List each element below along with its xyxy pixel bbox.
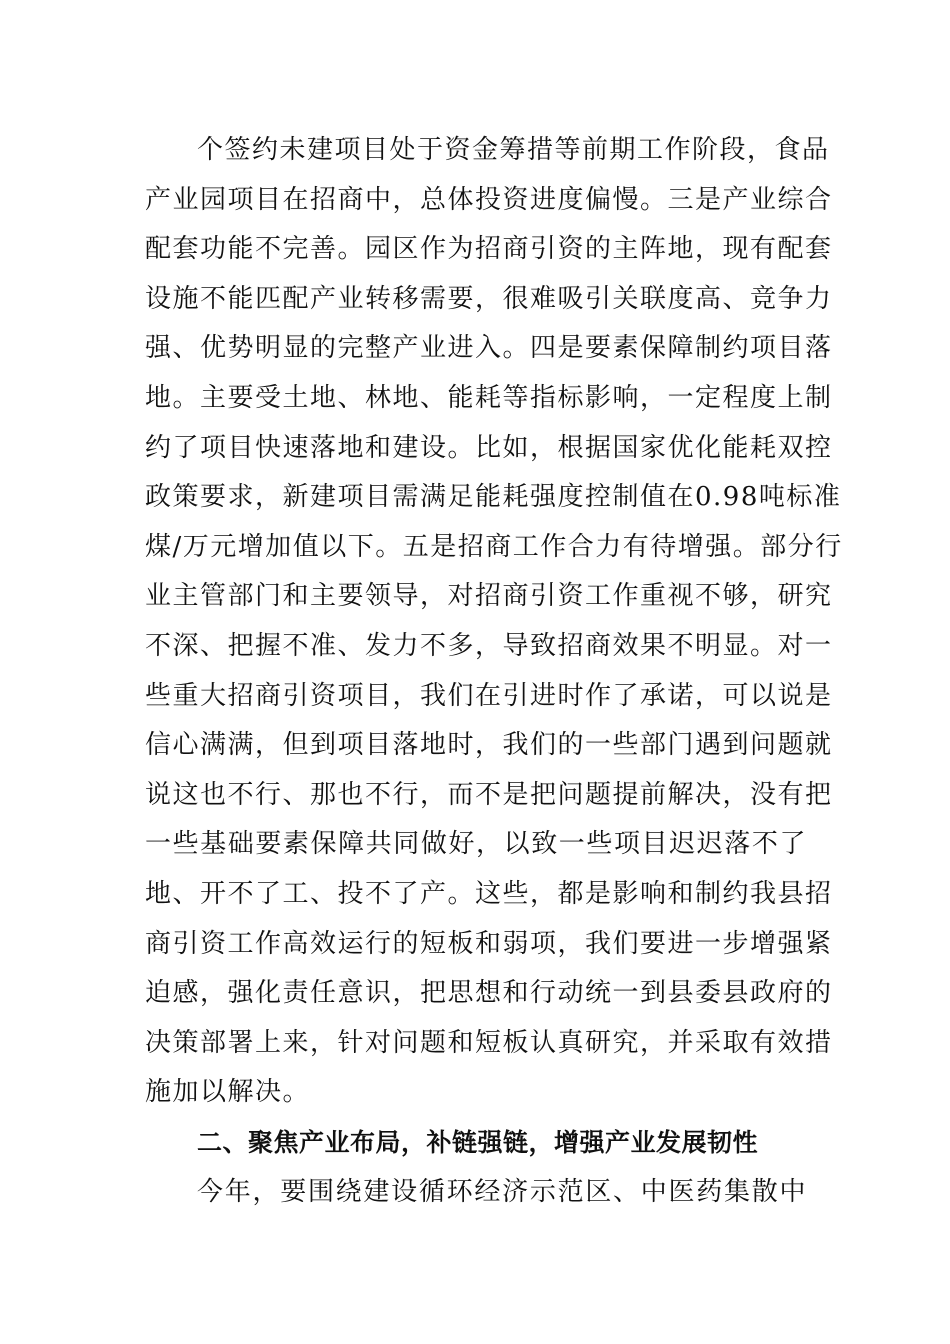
paragraph-line: 业主管部门和主要领导，对招商引资工作重视不够，研究 <box>145 581 833 612</box>
paragraph-line: 商引资工作高效运行的短板和弱项，我们要进一步增强紧 <box>145 928 833 959</box>
paragraph-line: 决策部署上来，针对问题和短板认真研究，并采取有效措 <box>145 1027 833 1058</box>
paragraph-line: 信心满满，但到项目落地时，我们的一些部门遇到问题就 <box>145 730 833 761</box>
paragraph-line: 今年，要围绕建设循环经济示范区、中医药集散中 <box>197 1176 807 1207</box>
paragraph-line: 个签约未建项目处于资金筹措等前期工作阶段，食品 <box>197 135 830 165</box>
paragraph-line: 地、开不了工、投不了产。这些，都是影响和制约我县招 <box>145 878 833 909</box>
paragraph-line: 地。主要受土地、林地、能耗等指标影响，一定程度上制 <box>145 382 833 413</box>
paragraph-line: 一些基础要素保障共同做好，以致一些项目迟迟落不了 <box>145 829 807 860</box>
paragraph-line: 些重大招商引资项目，我们在引进时作了承诺，可以说是 <box>145 680 833 711</box>
paragraph-line: 约了项目快速落地和建设。比如，根据国家优化能耗双控 <box>145 432 833 463</box>
paragraph-line: 迫感，强化责任意识，把思想和行动统一到县委县政府的 <box>145 978 833 1009</box>
paragraph-line: 强、优势明显的完整产业进入。四是要素保障制约项目落 <box>145 333 833 364</box>
body-text <box>145 126 843 1217</box>
paragraph-line: 政策要求，新建项目需满足能耗强度控制值在0.98吨标准 <box>145 482 842 513</box>
paragraph-line: 设施不能匹配产业转移需要，很难吸引关联度高、竞争力 <box>145 283 833 314</box>
paragraph-line: 施加以解决。 <box>145 1077 311 1108</box>
paragraph-line: 配套功能不完善。园区作为招商引资的主阵地，现有配套 <box>145 234 833 265</box>
paragraph-line: 煤/万元增加值以下。五是招商工作合力有待增强。部分行 <box>145 531 843 562</box>
paragraph-line: 不深、把握不准、发力不多，导致招商效果不明显。对一 <box>145 630 833 661</box>
paragraph-line: 产业园项目在招商中，总体投资进度偏慢。三是产业综合 <box>145 184 833 215</box>
paragraph-line: 说这也不行、那也不行，而不是把问题提前解决，没有把 <box>145 779 833 810</box>
section-heading: 二、聚焦产业布局，补链强链，增强产业发展韧性 <box>197 1127 759 1157</box>
